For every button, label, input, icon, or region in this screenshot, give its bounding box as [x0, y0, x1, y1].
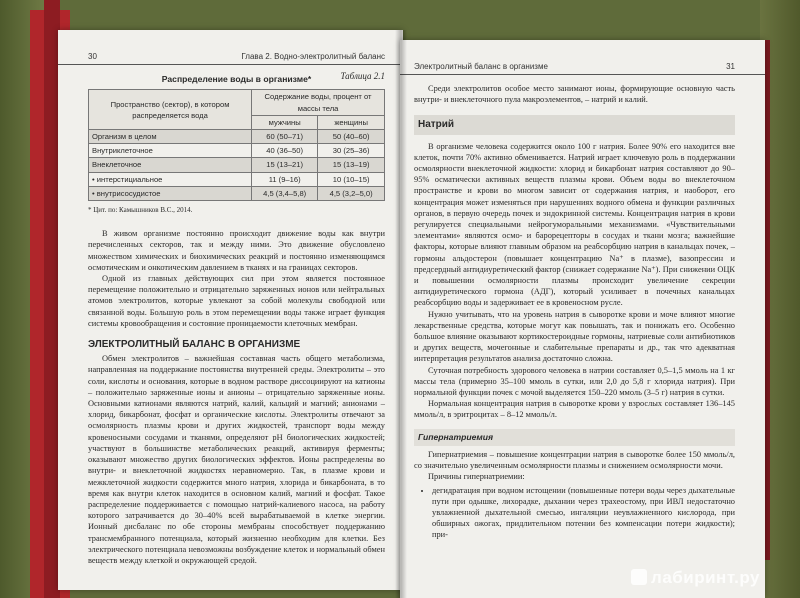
book-gutter: [395, 30, 407, 598]
row-men: 11 (9–16): [252, 172, 318, 186]
row-women: 10 (10–15): [318, 172, 385, 186]
causes-list: [414, 485, 735, 541]
paragraph: Одной из главных действующих сил при этом является постоянное перемещение положительно и отрицательно заряженных ионов или нейтральных атомов электролитов, которые увлекают за собой молекулы свободной или связанной воды. Большую роль в этом перемещении воды также играет функция системы кровообращения и состояние проницаемости клеточных мембран.: [88, 274, 385, 328]
paragraph: В живом организме постоянно происходит движение воды как внутри перечисленных секторов, так и между ними. Это движение обусловлено множеством химических и биохимических реакций и постоянно изменяющимся осмотическим и онкотическим давлением в тканях и на границах секторов.: [88, 229, 385, 272]
left-chapter-header: Глава 2. Водно-электролитный баланс: [241, 52, 385, 61]
row-men: 15 (13–21): [252, 158, 318, 172]
table-row: [89, 158, 385, 172]
row-women: 50 (40–60): [318, 130, 385, 144]
watermark: [631, 568, 760, 588]
watermark-text: лабиринт.ру: [651, 568, 760, 587]
section-title: ЭЛЕКТРОЛИТНЫЙ БАЛАНС В ОРГАНИЗМЕ: [88, 339, 301, 351]
row-label: Организм в целом: [89, 130, 252, 144]
row-label: Внеклеточное: [89, 158, 252, 172]
right-content: [400, 83, 765, 541]
water-distribution-table: [88, 89, 385, 201]
left-page-number: 30: [88, 52, 97, 61]
table-row: [89, 130, 385, 144]
table-row: [89, 186, 385, 200]
left-page: [58, 30, 403, 590]
paragraph: Обмен электролитов – важнейшая составная часть общего метаболизма, направленная на поддержание постоянства внутренней среды. Электролиты – это соли, кислоты и основания, которые в водном растворе диссоциируют на катионы – положительно заряженные ионы и анионы – отрицательно заряженные ионы. Основными катионами являются натрий, калий, кальций и магний; анионами – хлорид, бикарбонат, фосфат и органические кислоты. Электролиты отвечают за осмолярность плазмы крови и других жидкостей, транспорт воды между кровеносными сосудами и тканями, определяют pH биологических жидкостей; участвуют в большинстве метаболических реакций, активируя ферменты; оказывают множество других биологических эффектов. Ионы распределены во внутри- и внеклеточной жидкостях неравномерно. Так, в плазме крови и межклеточной жидкости содержится много натрия, хлорида и бикарбоната, в то время как внутри клеток находится в основном калий, магний и фосфат. Такое распределение поддерживается с помощью натрий-калиевого насоса, на работу которого затрачивается до 30–40% всей вырабатываемой в клетке энергии. Ионный дисбаланс по обе стороны мембраны способствует поддержанию трансмембранного потенциала, который жизненно необходим для клетки. Без электрического потенциала невозможны возбуждение клеток и нормальный обмен веществ между клеткой и окружающей средой.: [88, 354, 385, 565]
row-men: 60 (50–71): [252, 130, 318, 144]
paragraph: Суточная потребность здорового человека в натрии составляет 0,5–1,5 ммоль на 1 кг массы тела (примерно 35–100 ммоль в сутки, или 2,0 до 5,8 г хлорида натрия). При нормальной функции почек с мочой выделяется 150–220 ммоль (3–5 г) натрия в сутки.: [414, 365, 735, 398]
left-running-header: [58, 30, 403, 65]
labirint-logo-icon: [631, 569, 647, 585]
paragraph: Нужно учитывать, что на уровень натрия в сыворотке крови и моче влияют многие лекарственные средства, которые могут как повышать, так и понижать его. Особенно большое влияние оказывают кортикостероидные гормоны, натриевые соли антибиотиков и других веществ, мочегонные и слабительные препараты и др., так что адекватная интерпретация результатов анализа достаточно сложна.: [414, 309, 735, 364]
paragraph: Нормальная концентрация натрия в сыворотке крови у взрослых составляет 136–145 ммоль/л, в эритроцитах – 8–12 ммоль/л.: [414, 399, 735, 420]
left-content: [58, 71, 403, 566]
right-running-header: [400, 40, 765, 75]
row-label: Внутриклеточное: [89, 144, 252, 158]
paragraph: Гипернатриемия – повышение концентрации натрия в сыворотке более 150 ммоль/л, со значительно увеличенным осмолярности плазмы и снижением осмолярности мочи.: [414, 449, 735, 471]
table-header-content: Содержание воды, процент от массы тела: [252, 90, 385, 115]
table-header-space: Пространство (сектор), в котором распределяется вода: [89, 90, 252, 130]
right-page: [400, 40, 765, 598]
row-men: 4,5 (3,4–5,8): [252, 186, 318, 200]
table-number: Таблица 2.1: [340, 71, 385, 81]
row-men: 40 (36–50): [252, 144, 318, 158]
row-women: 15 (13–19): [318, 158, 385, 172]
table-row: [89, 144, 385, 158]
row-label: • интерстициальное: [89, 172, 252, 186]
list-item: • дегидратация при водном истощении (повышенные потери воды через дыхательные пути при одышке, лихорадке, дыхании через трахеостому, при ИВЛ недостаточно увлажненной дыхательной смесью, ингаляции неувлажненного кислорода, при обширных ожогах, придлительном потении без компенсации потери жидкости); при-: [432, 485, 735, 541]
table-title: Распределение воды в организме*: [161, 74, 312, 85]
section-title-sodium: Натрий: [414, 115, 735, 134]
right-page-number: 31: [726, 62, 735, 71]
subsection-title: Гипернатриемия: [414, 429, 735, 446]
paragraph: Среди электролитов особое место занимают ионы, формирующие основную часть внутри- и внеклеточного пула макроэлементов, – натрий и калий.: [414, 84, 735, 105]
table-row: [89, 172, 385, 186]
paragraph: Причины гипернатриемии:: [428, 472, 525, 482]
table-header-women: женщины: [318, 115, 385, 129]
row-women: 30 (25–36): [318, 144, 385, 158]
table-footnote: * Цит. по: Камышников В.С., 2014.: [88, 206, 193, 215]
table-header-men: мужчины: [252, 115, 318, 129]
right-chapter-header: Электролитный баланс в организме: [414, 62, 548, 71]
paragraph: В организме человека содержится около 100 г натрия. Более 90% его находится вне клеток, почти 70% активно обменивается. Натрий играет ключевую роль в поддержании осмолярности внеклеточной жидкости: хлорид и бикарбонат натрия составляют до 90–95% осматически активных веществ плазмы крови. Объем воды во внеклеточном пространстве и крови во многом зависит от содержания натрия, и наоборот, его концентрация может изменяться при нарушениях водного обмена и функции различных органов, в первую очередь почек и эндокринной системы. Концентрация натрия в крови регулируется специальными нейрогуморальными механизмами. «Чувствительными элементами» являются осмо- и барорецепторы в сосудах и ткани мозга; важнейшие факторы, которые влияют главным образом на реабсорбцию натрия в канальцах почек, – гормоны альдостерон (повышает концентрацию Na⁺ в плазме), вазопрессин и предсердный антидиуретический фактор (снижает содержание Na⁺). При снижении ОЦК и повышении осмолярности плазмы происходит увеличение секреции антидиуретического гормона (АДГ), который усиливает в почечных канальцах реабсорбцию воды и задерживает ее в кровеносном русле.: [414, 141, 735, 308]
row-women: 4,5 (3,2–5,0): [318, 186, 385, 200]
row-label: • внутрисосудистое: [89, 186, 252, 200]
